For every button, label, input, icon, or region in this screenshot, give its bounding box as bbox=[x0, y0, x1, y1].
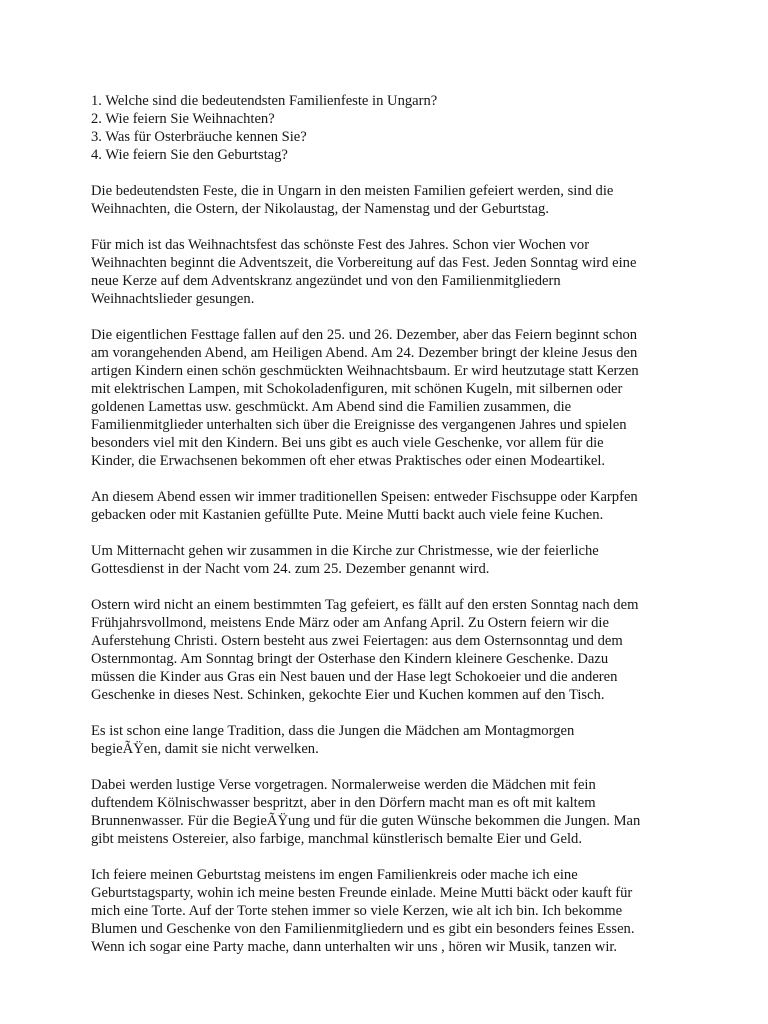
text-line: Wenn ich sogar eine Party mache, dann unterhalten wir uns , hören wir Musik, tanzen wir. bbox=[91, 939, 618, 955]
text-line: Für mich ist das Weihnachtsfest das schönste Fest des Jahres. Schon vier Wochen vor bbox=[91, 237, 590, 253]
text-line: Osternmontag. Am Sonntag bringt der Osterhase den Kindern kleinere Geschenke. Dazu bbox=[91, 651, 609, 667]
text-line: Weihnachtslieder gesungen. bbox=[91, 291, 255, 307]
text-line: begieÃŸen, damit sie nicht verwelken. bbox=[91, 741, 319, 757]
paragraph-christmas-advent bbox=[91, 236, 681, 308]
text-line: gebacken oder mit Kastanien gefüllte Pute. Meine Mutti backt auch viele feine Kuchen. bbox=[91, 507, 604, 523]
paragraph-easter bbox=[91, 596, 681, 704]
text-line: Dabei werden lustige Verse vorgetragen. Normalerweise werden die Mädchen mit fein bbox=[91, 777, 596, 793]
text-line: Es ist schon eine lange Tradition, dass die Jungen die Mädchen am Montagmorgen bbox=[91, 723, 575, 739]
text-line: An diesem Abend essen wir immer traditionellen Speisen: entweder Fischsuppe oder Karpfen bbox=[91, 489, 638, 505]
text-line: Gottesdienst in der Nacht vom 24. zum 25. Dezember genannt wird. bbox=[91, 561, 490, 577]
text-line: goldenen Lamettas usw. geschmückt. Am Abend sind die Familien zusammen, die bbox=[91, 399, 572, 415]
text-line: Auferstehung Christi. Ostern besteht aus zwei Feiertagen: aus dem Osternsonntag und dem bbox=[91, 633, 623, 649]
text-line: Ostern wird nicht an einem bestimmten Tag gefeiert, es fällt auf den ersten Sonntag nach dem bbox=[91, 597, 639, 613]
question-item: 3. Was für Osterbräuche kennen Sie? bbox=[91, 129, 307, 145]
text-line: mit elektrischen Lampen, mit Schokoladenfiguren, mit schönen Kugeln, mit silbernen oder bbox=[91, 381, 623, 397]
question-list bbox=[91, 92, 681, 164]
text-line: Die bedeutendsten Feste, die in Ungarn in den meisten Familien gefeiert werden, sind die bbox=[91, 183, 614, 199]
text-line: besonders viel mit den Kindern. Bei uns gibt es auch viele Geschenke, vor allem für die bbox=[91, 435, 604, 451]
question-item: 4. Wie feiern Sie den Geburtstag? bbox=[91, 147, 288, 163]
paragraph-midnight-mass bbox=[91, 542, 681, 578]
question-item: 1. Welche sind die bedeutendsten Familienfeste in Ungarn? bbox=[91, 93, 438, 109]
text-line: Kinder, die Erwachsenen bekommen oft eher etwas Praktisches oder einen Modeartikel. bbox=[91, 453, 606, 469]
paragraph-christmas-days bbox=[91, 326, 681, 470]
question-item: 2. Wie feiern Sie Weihnachten? bbox=[91, 111, 275, 127]
text-line: neue Kerze auf dem Adventskranz angezündet und von den Familienmitgliedern bbox=[91, 273, 561, 289]
text-line: Frühjahrsvollmond, meistens Ende März oder am Anfang April. Zu Ostern feiern wir die bbox=[91, 615, 609, 631]
text-line: Geburtstagsparty, wohin ich meine besten Freunde einlade. Meine Mutti bäckt oder kauft für bbox=[91, 885, 633, 901]
text-line: am vorangehenden Abend, am Heiligen Abend. Am 24. Dezember bringt der kleine Jesus den bbox=[91, 345, 638, 361]
text-line: Weihnachten beginnt die Adventszeit, die Vorbereitung auf das Fest. Jeden Sonntag wird eine bbox=[91, 255, 637, 271]
text-line: Die eigentlichen Festtage fallen auf den 25. und 26. Dezember, aber das Feiern beginnt schon bbox=[91, 327, 638, 343]
paragraph-christmas-food bbox=[91, 488, 681, 524]
paragraph-easter-verses bbox=[91, 776, 681, 848]
text-line: Weihnachten, die Ostern, der Nikolaustag, der Namenstag und der Geburtstag. bbox=[91, 201, 549, 217]
text-line: Blumen und Geschenke von den Familienmitgliedern und es gibt ein besonders feines Essen. bbox=[91, 921, 635, 937]
text-line: Geschenke in dieses Nest. Schinken, gekochte Eier und Kuchen kommen auf den Tisch. bbox=[91, 687, 605, 703]
paragraph-easter-tradition bbox=[91, 722, 681, 758]
text-line: gibt meistens Ostereier, also farbige, manchmal künstlerisch bemalte Eier und Geld. bbox=[91, 831, 582, 847]
text-line: Ich feiere meinen Geburtstag meistens im engen Familienkreis oder mache ich eine bbox=[91, 867, 578, 883]
document-page bbox=[91, 92, 681, 974]
text-line: mich eine Torte. Auf der Torte stehen immer so viele Kerzen, wie alt ich bin. Ich bekomme bbox=[91, 903, 623, 919]
text-line: duftendem Kölnischwasser bespritzt, aber in den Dörfern macht man es oft mit kaltem bbox=[91, 795, 596, 811]
text-line: Familienmitglieder unterhalten sich über die Ereignisse des vergangenen Jahres und spielen bbox=[91, 417, 627, 433]
text-line: müssen die Kinder aus Gras ein Nest bauen und der Hase legt Schokoeier und die anderen bbox=[91, 669, 618, 685]
paragraph-birthday bbox=[91, 866, 681, 956]
text-line: Um Mitternacht gehen wir zusammen in die Kirche zur Christmesse, wie der feierliche bbox=[91, 543, 599, 559]
paragraph-intro bbox=[91, 182, 681, 218]
text-line: Brunnenwasser. Für die BegieÃŸung und für die guten Wünsche bekommen die Jungen. Man bbox=[91, 813, 641, 829]
text-line: artigen Kindern einen schön geschmückten Weihnachtsbaum. Er wird heutzutage statt Kerzen bbox=[91, 363, 639, 379]
